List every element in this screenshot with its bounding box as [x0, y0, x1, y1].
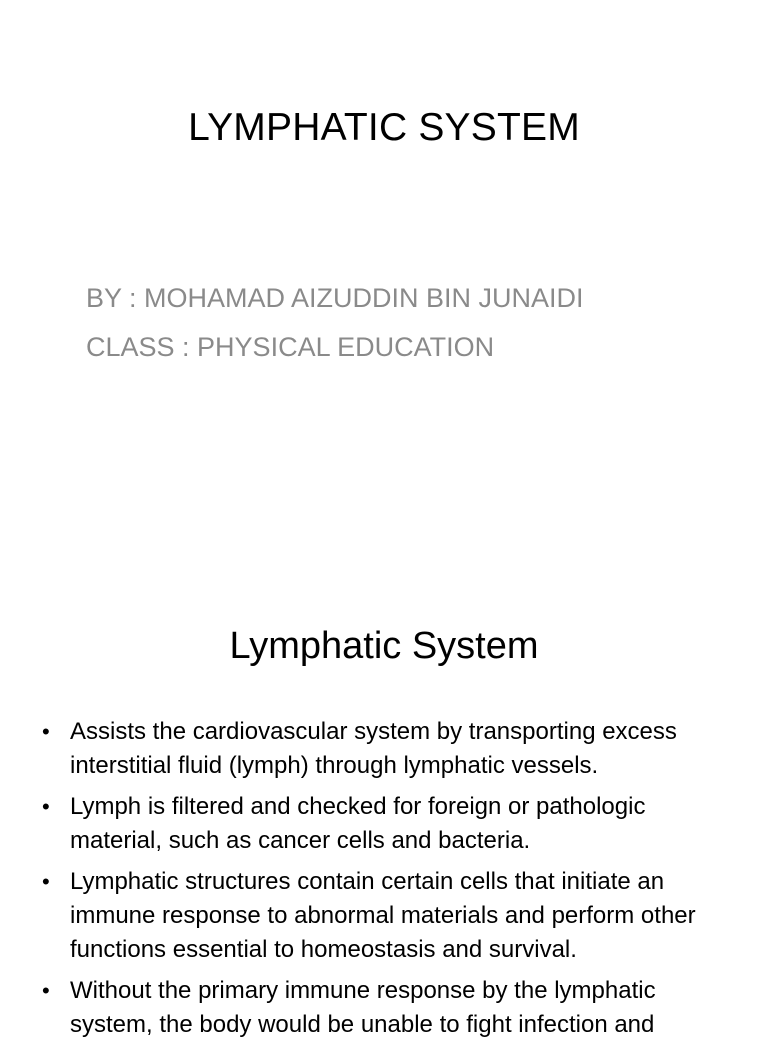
list-item [42, 974, 732, 1042]
bullet-icon: • [42, 719, 50, 744]
list-item [42, 865, 732, 967]
bullet-text: Assists the cardiovascular system by transporting excess interstitial fluid (lymph) through lymphatic vessels. [70, 718, 677, 779]
bullet-icon: • [42, 869, 50, 894]
bullet-icon: • [42, 794, 50, 819]
bullet-text: Lymphatic structures contain certain cells that initiate an immune response to abnormal materials and perform other functions essential to homeostasis and survival. [70, 868, 696, 963]
bullet-text: Lymph is filtered and checked for foreign or pathologic material, such as cancer cells and bacteria. [70, 793, 646, 854]
list-item [42, 790, 732, 858]
content-slide-title: Lymphatic System [229, 625, 539, 667]
class-line: CLASS : PHYSICAL EDUCATION [86, 332, 495, 362]
list-item [42, 715, 732, 783]
author-line: BY : MOHAMAD AIZUDDIN BIN JUNAIDI [86, 283, 584, 313]
slide-title: LYMPHATIC SYSTEM [188, 106, 580, 149]
bullet-icon: • [42, 978, 50, 1003]
bullet-text: Without the primary immune response by the lymphatic system, the body would be unable to fight infection and [70, 977, 656, 1038]
bullet-list [42, 715, 732, 1049]
